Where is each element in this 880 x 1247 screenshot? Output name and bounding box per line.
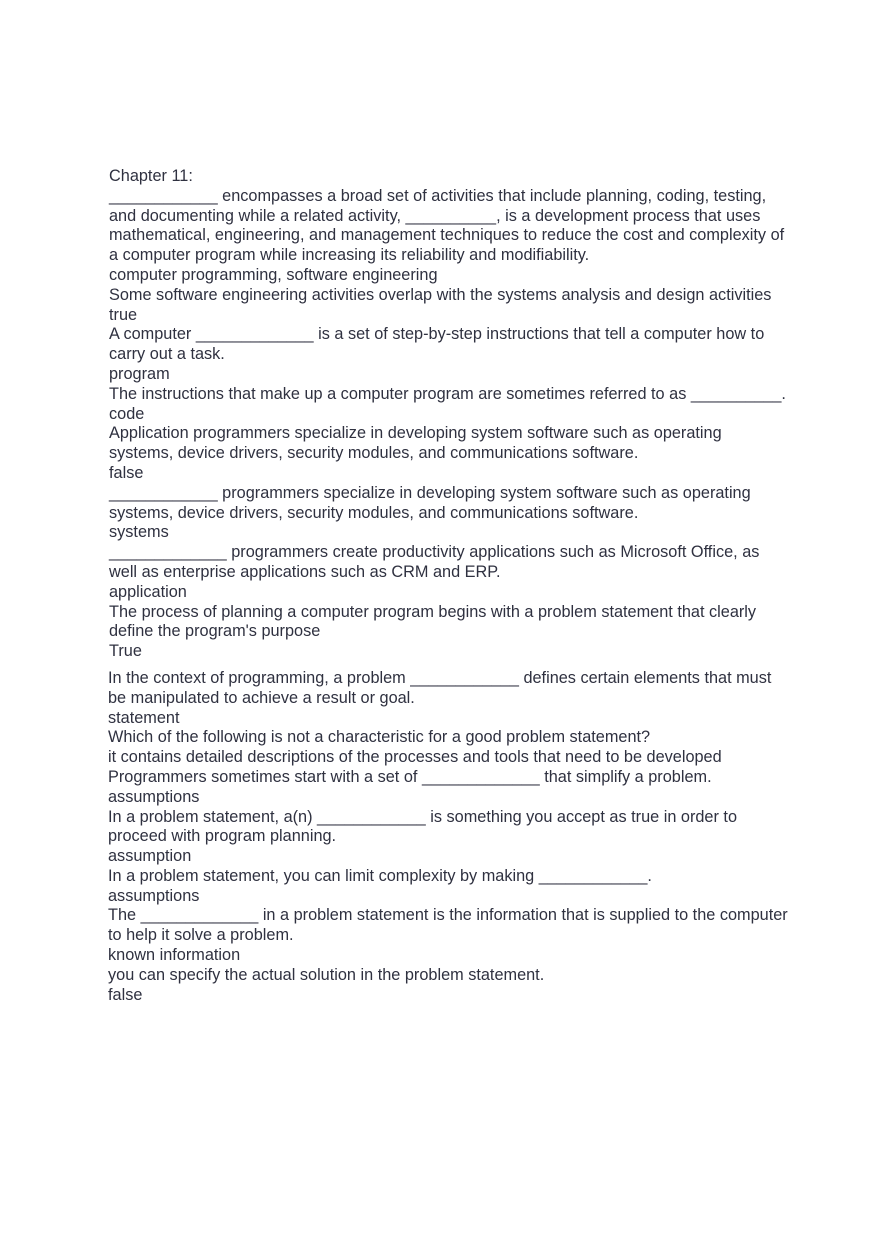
question-text: Which of the following is not a characteristic for a good problem statement? bbox=[108, 728, 651, 747]
question-text: ____________ encompasses a broad set of activities that include planning, coding, testing, and documenting while a related activity, __________, is a development process that uses mathematical, engineering, and management techniques to reduce the cost and complexity of a computer program while increasing its reliability and modifiability. bbox=[109, 186, 785, 265]
question-text: A computer _____________ is a set of step-by-step instructions that tell a computer how to carry out a task. bbox=[109, 325, 765, 364]
answer-text: it contains detailed descriptions of the processes and tools that need to be developed bbox=[108, 748, 722, 767]
answer-text: known information bbox=[108, 946, 241, 965]
question-text: In a problem statement, you can limit complexity by making ____________. bbox=[108, 866, 652, 885]
answer-text: computer programming, software engineering bbox=[109, 265, 438, 284]
question-text: In the context of programming, a problem ____________ defines certain elements that must be manipulated to achieve a result or goal. bbox=[108, 668, 772, 707]
question-text: Programmers sometimes start with a set of _____________ that simplify a problem. bbox=[108, 767, 712, 786]
question-text: Application programmers specialize in developing system software such as operating systems, device drivers, security modules, and communications software. bbox=[109, 424, 722, 463]
question-text: In a problem statement, a(n) ____________ is something you accept as true in order to proceed with program planning. bbox=[108, 807, 738, 846]
answer-text: statement bbox=[108, 708, 180, 727]
answer-text: True bbox=[109, 642, 142, 661]
question-text: ____________ programmers specialize in developing system software such as operating systems, device drivers, security modules, and communications software. bbox=[109, 483, 751, 522]
answer-text: systems bbox=[109, 523, 169, 542]
question-text: The _____________ in a problem statement is the information that is supplied to the computer to help it solve a problem. bbox=[108, 906, 788, 945]
question-text: The instructions that make up a computer program are sometimes referred to as __________. bbox=[109, 384, 786, 403]
document-body bbox=[109, 167, 789, 1005]
question-text: _____________ programmers create productivity applications such as Microsoft Office, as well as enterprise applications such as CRM and ERP. bbox=[109, 543, 760, 581]
question-text: The process of planning a computer program begins with a problem statement that clearly define the program's purpose bbox=[109, 602, 757, 641]
question-text: you can specify the actual solution in the problem statement. bbox=[108, 965, 545, 984]
chapter-heading: Chapter 11: bbox=[109, 167, 193, 185]
answer-text: code bbox=[109, 404, 145, 423]
answer-text: assumptions bbox=[108, 886, 200, 905]
answer-text: false bbox=[108, 985, 143, 1004]
answer-text: assumption bbox=[108, 847, 192, 866]
answer-text: false bbox=[109, 463, 144, 482]
answer-text: application bbox=[109, 582, 187, 601]
answer-text: true bbox=[109, 305, 138, 324]
answer-text: program bbox=[109, 364, 170, 383]
answer-text: assumptions bbox=[108, 787, 200, 806]
question-text: Some software engineering activities overlap with the systems analysis and design activities bbox=[109, 285, 772, 304]
